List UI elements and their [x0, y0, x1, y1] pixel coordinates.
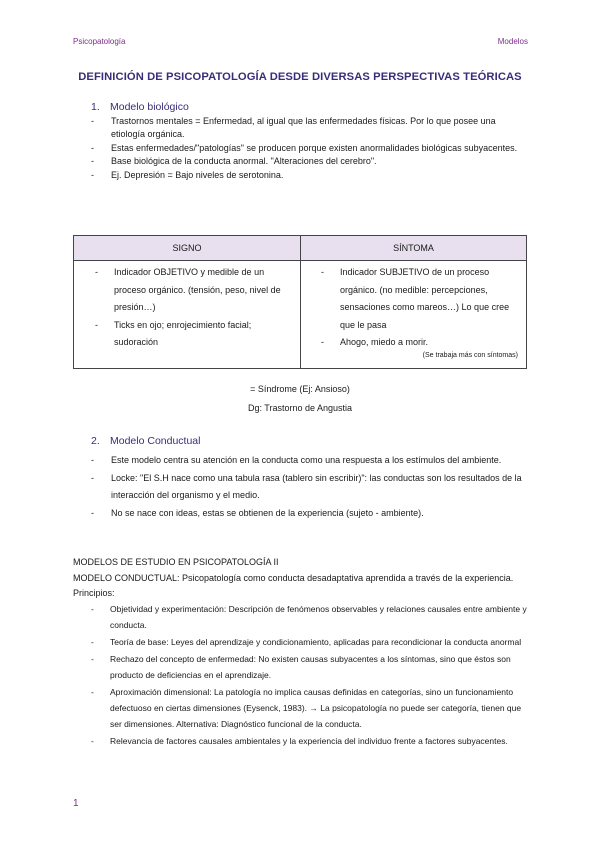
syndrome-line: = Síndrome (Ej: Ansioso) [250, 384, 350, 394]
sign-symptom-table [73, 235, 527, 369]
list-item: - Estas enfermedades/"patologías" se producen porque existen anormalidades biológicas subyacentes. [91, 142, 531, 155]
table-header-sintoma: SÍNTOMA [393, 243, 434, 253]
models-intro: MODELO CONDUCTUAL: Psicopatología como conducta desadaptativa aprendida a través de la experiencia. [73, 573, 514, 583]
list-item: - Ej. Depresión = Bajo niveles de serotonina. [91, 169, 531, 182]
page-title: DEFINICIÓN DE PSICOPATOLOGÍA DESDE DIVERSAS PERSPECTIVAS TEÓRICAS [78, 71, 522, 83]
principles-label: Principios: [73, 588, 115, 598]
page-number: 1 [73, 798, 79, 809]
list-item: - Trastornos mentales = Enfermedad, al igual que las enfermedades físicas. Por lo que posee una etiología orgánica. [91, 115, 531, 142]
section1-heading [91, 101, 189, 113]
header-right: Modelos [497, 37, 528, 46]
table-cell-signo [95, 264, 295, 352]
section1-number: 1. [91, 101, 100, 113]
list-item: - Aproximación dimensional: La patología no implica causas definidas en categorías, sino un funcionamiento defectuoso en ciertas dimensiones (Eysenck, 1983). → La psicopatología no puede ser categoría, tienen que ser dimensiones. Alternativa: Diagnóstico funcional de la conducta. [91, 685, 531, 732]
list-item: - Relevancia de factores causales ambientales y la experiencia del individuo frente a factores subyacentes. [91, 734, 531, 750]
header-left: Psicopatología [73, 37, 126, 46]
list-item: - Ahogo, miedo a morir. [321, 334, 521, 352]
list-item: - Base biológica de la conducta anormal. "Alteraciones del cerebro". [91, 155, 531, 168]
list-item: - Rechazo del concepto de enfermedad: No existen causas subyacentes a los síntomas, sino que éstos son producto de deficiencias en el aprendizaje. [91, 652, 531, 683]
list-item: - Teoría de base: Leyes del aprendizaje y condicionamiento, aplicadas para recondicionar la conducta anormal [91, 635, 531, 651]
section2-heading [91, 435, 200, 447]
list-item: - Indicador SUBJETIVO de un proceso orgánico. (no medible: percepciones, sensaciones como mareos…) Lo que cree que le pasa [321, 264, 521, 334]
section1-bullets [91, 115, 531, 182]
principles-bullets [91, 602, 531, 751]
list-item: - Objetividad y experimentación: Descripción de fenómenos observables y relaciones causales entre ambiente y conducta. [91, 602, 531, 633]
table-note: (Se trabaja más con síntomas) [422, 352, 518, 359]
diagnosis-line: Dg: Trastorno de Angustia [247, 403, 353, 413]
table-divider [300, 236, 301, 368]
table-header-signo: SIGNO [172, 243, 202, 253]
table-cell-sintoma [321, 264, 521, 352]
section2-title: Modelo Conductual [110, 435, 201, 447]
list-item: - Ticks en ojo; enrojecimiento facial; sudoración [95, 317, 295, 352]
list-item: - Este modelo centra su atención en la conducta como una respuesta a los estímulos del ambiente. [91, 452, 531, 470]
section1-title: Modelo biológico [110, 101, 189, 113]
section2-number: 2. [91, 435, 100, 447]
section2-bullets [91, 452, 531, 522]
list-item: - Locke: "El S.H nace como una tabula rasa (tablero sin escribir)": las conductas son los resultados de la interacción del organismo y el medio. [91, 470, 531, 505]
list-item: - Indicador OBJETIVO y medible de un proceso orgánico. (tensión, peso, nivel de presión…) [95, 264, 295, 317]
list-item: - No se nace con ideas, estas se obtienen de la experiencia (sujeto - ambiente). [91, 505, 531, 523]
models-heading: MODELOS DE ESTUDIO EN PSICOPATOLOGÍA II [73, 557, 279, 567]
